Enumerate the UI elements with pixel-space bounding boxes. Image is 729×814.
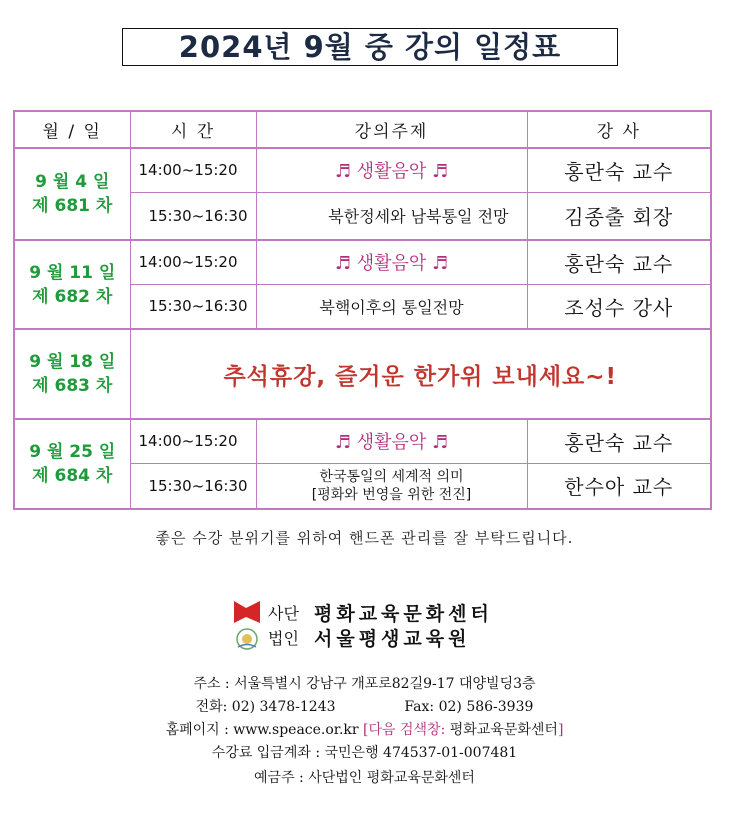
lecturer-cell: 조성수 강사 [527,284,711,329]
account-line: 수강료 입금계좌 : 국민은행 474537-01-007481 [211,745,518,761]
lecturer-cell: 홍란숙 교수 [527,419,711,463]
search-hint: [다음 검색창: [363,722,450,738]
lecturer-cell: 홍란숙 교수 [527,148,711,192]
phone-text: 전화: 02) 3478-1243 [195,699,336,715]
topic-cell: 북핵이후의 통일전망 [256,284,527,329]
table-row [14,240,711,284]
homepage-line [0,719,729,739]
time-cell: 15:30~16:30 [130,284,256,329]
logo-label-top: 사단 [268,604,299,623]
time-cell: 14:00~15:20 [130,419,256,463]
date-cell [14,329,130,419]
search-hint-close: ] [557,722,564,738]
logo-label-bottom: 법인 [268,629,299,648]
time-cell: 14:00~15:20 [130,240,256,284]
header-topic: 강의주제 [256,111,527,148]
table-header-row [14,111,711,148]
table-row [14,329,711,419]
search-term: 평화교육문화센터 [449,722,558,738]
time-cell: 15:30~16:30 [130,463,256,509]
page-title: 2024년 9월 중 강의 일정표 [122,28,618,66]
date-cell [14,148,130,240]
lecturer-cell: 홍란숙 교수 [527,240,711,284]
flag-icon [232,599,262,627]
table-row [14,419,711,463]
time-cell: 14:00~15:20 [130,148,256,192]
header-date: 월 / 일 [14,111,130,148]
logo-name-top: 평화교육문화센터 [314,603,493,625]
date-label: 9 월 25 일 [29,442,116,462]
session-label: 제 683 차 [32,376,113,396]
topic-cell: ♬ 생활음악 ♬ [256,240,527,284]
holder-line: 예금주 : 사단법인 평화교육문화센터 [254,770,475,786]
organization-logo [232,599,532,651]
session-label: 제 684 차 [32,466,113,486]
phone-etiquette-note: 좋은 수강 분위기를 위하여 핸드폰 관리를 잘 부탁드립니다. [155,529,574,547]
lecturer-cell: 김종출 회장 [527,192,711,240]
header-time: 시 간 [130,111,256,148]
topic-cell: ♬ 생활음악 ♬ [256,148,527,192]
fax-text: Fax: 02) 586-3939 [404,699,534,715]
time-cell: 15:30~16:30 [130,192,256,240]
topic-cell [256,463,527,509]
header-lecturer: 강 사 [527,111,711,148]
date-label: 9 월 4 일 [35,172,110,192]
date-label: 9 월 18 일 [29,352,116,372]
session-label: 제 682 차 [32,286,113,307]
contact-line [0,696,729,716]
schedule-table [13,110,712,510]
topic-cell: 북한정세와 남북통일 전망 [256,192,527,240]
topic-cell: ♬ 생활음악 ♬ [256,419,527,463]
date-label: 9 월 11 일 [29,262,116,283]
date-cell [14,419,130,509]
address-line: 주소 : 서울특별시 강남구 개포로82길9-17 대양빌딩3층 [193,676,536,692]
date-cell [14,240,130,329]
session-label: 제 681 차 [32,196,113,216]
homepage-link[interactable]: 홈페이지 : www.speace.or.kr [165,722,359,738]
emblem-icon [234,627,260,651]
lecturer-cell: 한수아 교수 [527,463,711,509]
table-row [14,148,711,192]
logo-name-bottom: 서울평생교육원 [314,628,471,650]
holiday-notice: 추석휴강, 즐거운 한가위 보내세요~! [130,329,711,419]
topic-subline: [평화와 번영을 위한 전진] [311,486,472,503]
topic-line: 한국통일의 세계적 의미 [319,468,464,485]
